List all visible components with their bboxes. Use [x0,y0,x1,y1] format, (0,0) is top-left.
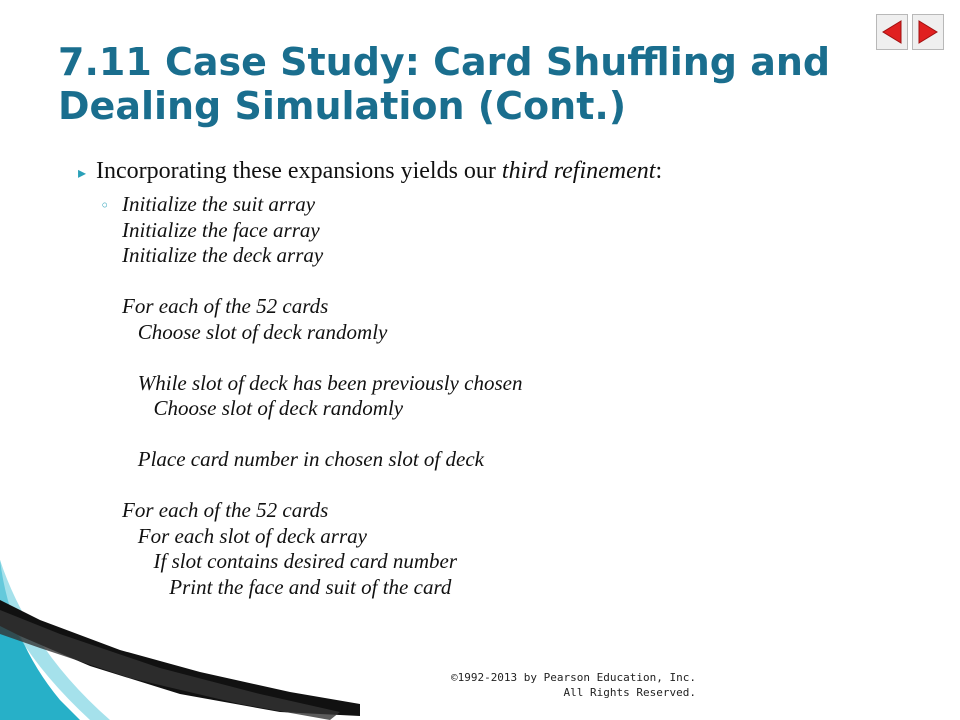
copyright-line1: ©1992-2013 by Pearson Education, Inc. [450,671,696,684]
pseudocode-line [122,345,522,371]
bullet-emphasis: third refinement [501,158,656,184]
left-arrow-icon [880,19,904,45]
pseudocode-line: Place card number in chosen slot of deck [122,447,484,471]
bullet-arrow-icon: ▸ [78,163,87,182]
pseudocode-line: For each of the 52 cards [122,294,329,318]
pseudocode-line: Choose slot of deck randomly [122,319,388,344]
copyright-footer [451,670,696,700]
copyright-line2: All Rights Reserved. [563,686,696,699]
pseudocode-line: While slot of deck has been previously chosen [122,370,523,395]
right-arrow-icon [916,19,940,45]
pseudocode-line: Print the face and suit of the card [122,574,452,599]
slide-title [58,40,858,128]
pseudocode-line: Initialize the suit array [122,192,316,216]
bullet-prefix: Incorporating these expansions yields our [96,158,502,184]
pseudocode-line: For each slot of deck array [122,523,367,548]
slide-title-line1: 7.11 Case Study: Card Shuffling and [58,40,831,84]
pseudocode-line [122,269,522,295]
pseudocode-line: For each of the 52 cards [122,498,329,522]
slide-navigation [876,14,944,50]
pseudocode-line: Initialize the deck array [122,243,324,267]
bullet-suffix: : [655,158,663,184]
sub-bullet-item [100,192,522,600]
previous-slide-button[interactable] [876,14,908,50]
bullet-text [96,158,662,185]
pseudocode-line: Initialize the face array [122,217,320,242]
pseudocode-line [122,422,522,448]
pseudocode-line: If slot contains desired card number [122,549,457,573]
pseudocode-line: Choose slot of deck randomly [122,396,404,420]
slide-title-line2: Dealing Simulation (Cont.) [58,84,627,128]
pseudocode-line [122,473,522,499]
bullet-item [78,158,662,185]
next-slide-button[interactable] [912,14,944,50]
sub-bullet-ring-icon: ◦ [100,196,110,215]
pseudocode-block [122,192,522,600]
